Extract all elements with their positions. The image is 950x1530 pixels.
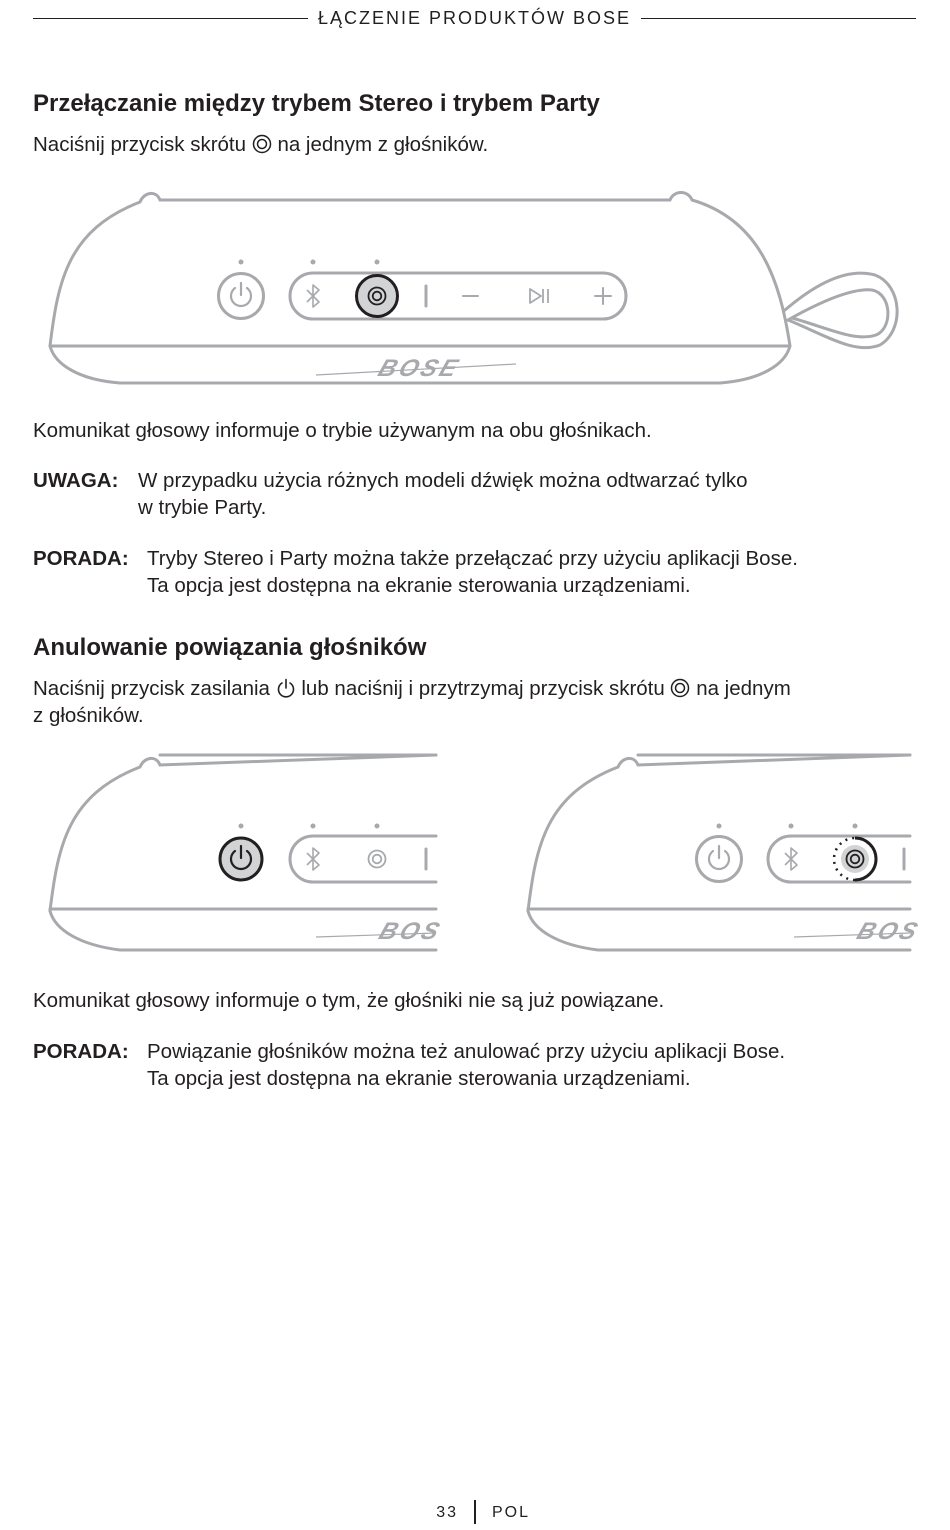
header-rule-right <box>641 18 916 19</box>
page-number: 33 <box>436 1504 458 1521</box>
note-body <box>138 467 748 521</box>
shortcut-button-hold[interactable] <box>834 838 876 880</box>
bose-logo <box>316 919 446 945</box>
tip-line-1: Tryby Stereo i Party można także przełączać przy użyciu aplikacji Bose. <box>147 547 798 570</box>
note-label: UWAGA: <box>33 469 119 492</box>
instruction-stereo-party <box>33 131 488 158</box>
svg-text:BOS: BOS <box>375 918 446 945</box>
instruction-text-before: Naciśnij przycisk skrótu <box>33 133 247 156</box>
play-pause-icon <box>530 289 548 303</box>
shortcut-button[interactable] <box>357 276 398 317</box>
instruction-part-1: Naciśnij przycisk zasilania <box>33 677 270 700</box>
instruction-unlink-line-2: z głośników. <box>33 704 144 727</box>
bose-logo <box>316 356 516 382</box>
note-block <box>33 467 748 521</box>
section-heading-stereo-party: Przełączanie między trybem Stereo i trybem Party <box>33 90 600 117</box>
tip-line-2: Ta opcja jest dostępna na ekranie sterowania urządzeniami. <box>147 1067 691 1090</box>
speaker-figure-power <box>40 745 446 955</box>
header-title: ŁĄCZENIE PRODUKTÓW BOSE <box>317 7 632 28</box>
instruction-unlink <box>33 675 791 702</box>
bluetooth-icon <box>785 848 797 870</box>
instruction-part-2: lub naciśnij i przytrzymaj przycisk skrótu <box>301 677 665 700</box>
tip-line-1: Powiązanie głośników można też anulować przy użyciu aplikacji Bose. <box>147 1040 786 1063</box>
result-stereo-party: Komunikat głosowy informuje o trybie używanym na obu głośnikach. <box>33 419 652 442</box>
page-language: POL <box>492 1504 531 1521</box>
page-footer <box>0 1500 950 1530</box>
speaker-figure-shortcut-hold <box>518 745 924 955</box>
tip-body <box>147 545 798 599</box>
power-button[interactable] <box>220 838 262 880</box>
instruction-text-after: na jednym z głośników. <box>277 133 489 156</box>
power-icon <box>231 283 251 306</box>
tip-block-2 <box>33 1038 785 1092</box>
result-unlink: Komunikat głosowy informuje o tym, że głośniki nie są już powiązane. <box>33 989 665 1012</box>
bose-logo <box>794 919 924 945</box>
tip-line-2: Ta opcja jest dostępna na ekranie sterowania urządzeniami. <box>147 574 691 597</box>
instruction-part-3: na jednym <box>696 677 791 700</box>
tip-label: PORADA: <box>33 547 129 570</box>
header-rule-left <box>33 18 308 19</box>
svg-text:BOS: BOS <box>853 918 924 945</box>
power-icon <box>709 846 729 869</box>
plus-icon <box>595 288 611 304</box>
note-line-2: w trybie Party. <box>138 496 267 519</box>
speaker-figure-shortcut <box>40 180 910 395</box>
shortcut-icon <box>369 851 386 868</box>
svg-text:BOSE: BOSE <box>374 355 465 382</box>
page-header <box>33 6 916 30</box>
shortcut-icon <box>670 678 690 698</box>
tip-block-1 <box>33 545 798 599</box>
section-heading-unlink: Anulowanie powiązania głośników <box>33 634 427 661</box>
footer-separator <box>474 1500 476 1524</box>
tip-label: PORADA: <box>33 1040 129 1063</box>
shortcut-icon <box>252 134 272 154</box>
note-line-1: W przypadku użycia różnych modeli dźwięk można odtwarzać tylko <box>138 469 748 492</box>
bluetooth-icon <box>307 285 319 307</box>
power-icon <box>276 678 296 698</box>
bluetooth-icon <box>307 848 319 870</box>
tip-body <box>147 1038 785 1092</box>
